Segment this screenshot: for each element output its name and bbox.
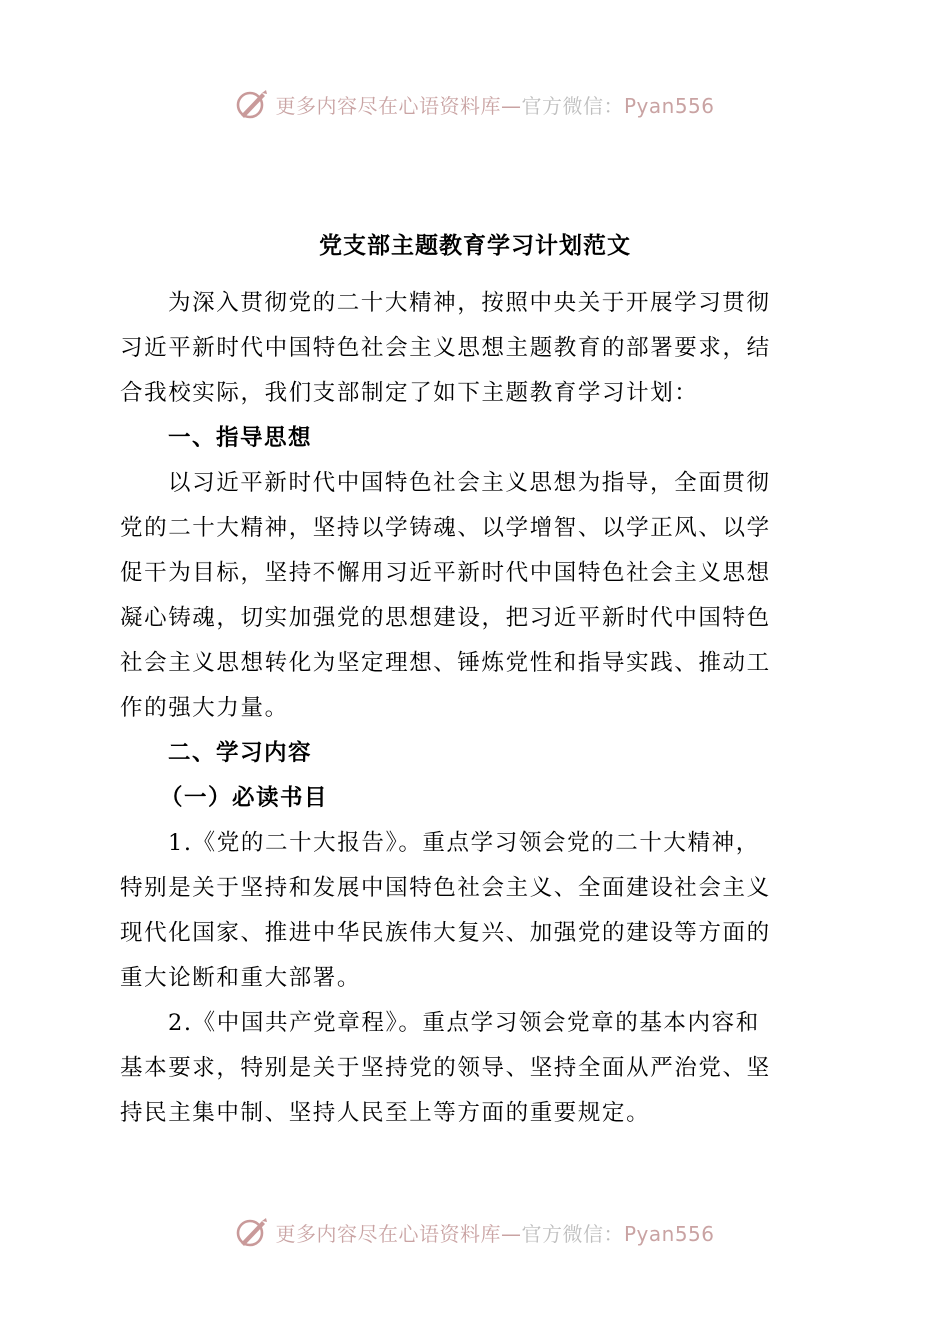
watermark-label: 官方微信： xyxy=(521,93,624,118)
paragraph-line: 特别是关于坚持和发展中国特色社会主义、全面建设社会主义 xyxy=(120,875,771,901)
document-title: 党支部主题教育学习计划范文 xyxy=(319,232,631,259)
watermark-brand: 更多内容尽在心语资料库 xyxy=(275,93,501,118)
paragraph-line: 现代化国家、推进中华民族伟大复兴、加强党的建设等方面的 xyxy=(120,920,771,946)
watermark-brand: 更多内容尽在心语资料库 xyxy=(275,1221,501,1246)
watermark-text xyxy=(275,90,714,119)
paragraph-line: 习近平新时代中国特色社会主义思想主题教育的部署要求，结 xyxy=(120,335,771,361)
paragraph-line: 2.《中国共产党章程》。重点学习领会党章的基本内容和 xyxy=(168,1010,760,1036)
watermark-wechat-id: Pyan556 xyxy=(623,1221,715,1246)
paragraph-line: 1.《党的二十大报告》。重点学习领会党的二十大精神， xyxy=(168,830,760,856)
header-watermark xyxy=(0,84,950,124)
paragraph-line: 社会主义思想转化为坚定理想、锤炼党性和指导实践、推动工 xyxy=(120,650,771,676)
section-heading: 二、学习内容 xyxy=(168,740,313,766)
subsection-heading: （一）必读书目 xyxy=(160,785,329,811)
paragraph-line: 持民主集中制、坚持人民至上等方面的重要规定。 xyxy=(120,1100,651,1126)
watermark-text xyxy=(275,1218,714,1247)
section-heading: 一、指导思想 xyxy=(168,425,313,451)
paragraph-line: 凝心铸魂，切实加强党的思想建设，把习近平新时代中国特色 xyxy=(120,605,771,631)
paragraph-line: 重大论断和重大部署。 xyxy=(120,965,362,991)
paragraph-line: 合我校实际，我们支部制定了如下主题教育学习计划： xyxy=(120,380,699,406)
paragraph-line: 促干为目标，坚持不懈用习近平新时代中国特色社会主义思想 xyxy=(120,560,771,586)
pen-logo-icon xyxy=(235,87,269,121)
watermark-separator: — xyxy=(500,93,522,118)
watermark-separator: — xyxy=(500,1221,522,1246)
footer-watermark xyxy=(0,1212,950,1252)
pen-logo-icon xyxy=(235,1215,269,1249)
document-body xyxy=(120,281,810,1136)
paragraph-line: 基本要求，特别是关于坚持党的领导、坚持全面从严治党、坚 xyxy=(120,1055,771,1081)
watermark-label: 官方微信： xyxy=(521,1221,624,1246)
paragraph-line: 为深入贯彻党的二十大精神，按照中央关于开展学习贯彻 xyxy=(168,290,771,316)
paragraph-line: 党的二十大精神，坚持以学铸魂、以学增智、以学正风、以学 xyxy=(120,515,771,541)
watermark-wechat-id: Pyan556 xyxy=(623,93,715,118)
paragraph-line: 以习近平新时代中国特色社会主义思想为指导，全面贯彻 xyxy=(168,470,771,496)
paragraph-line: 作的强大力量。 xyxy=(120,695,289,721)
